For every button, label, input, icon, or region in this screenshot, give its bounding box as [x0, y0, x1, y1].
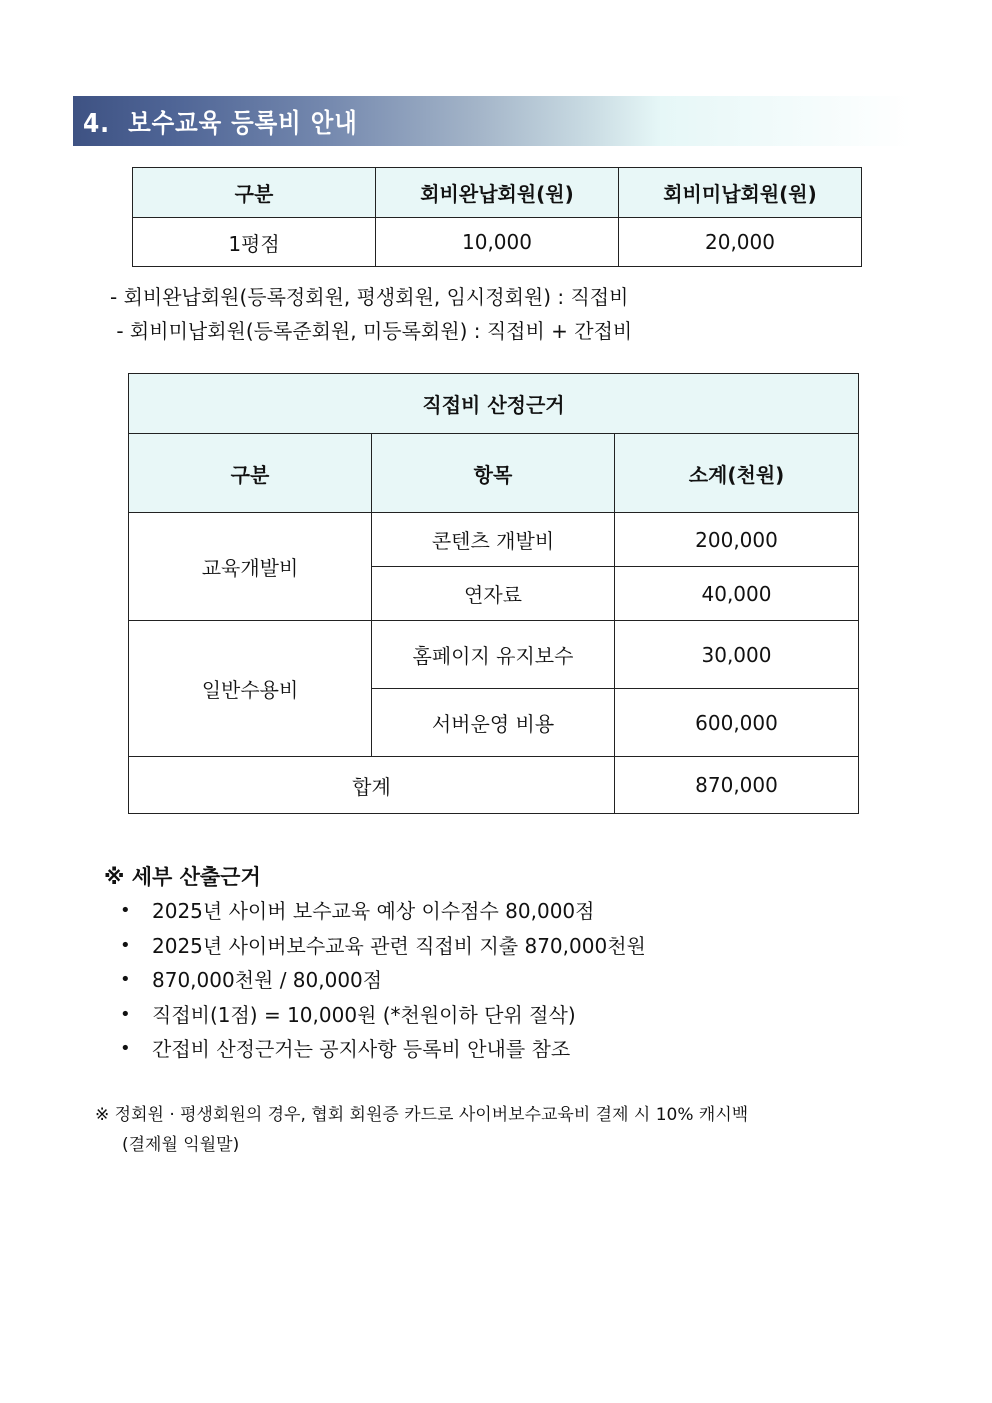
table-header-row: [133, 168, 862, 218]
detail-calculation-section: [104, 860, 646, 1067]
cell-item: 콘텐츠 개발비: [372, 513, 615, 567]
registration-fee-table: [132, 167, 862, 267]
list-item: [104, 1032, 646, 1067]
header-unpaid-member: 회비미납회원(원): [619, 168, 862, 218]
detail-title: ※ 세부 산출근거: [104, 865, 261, 889]
list-item: [104, 929, 646, 964]
cell-category: 일반수용비: [129, 621, 372, 757]
section-number: 4.: [83, 109, 110, 139]
cell-category: 교육개발비: [129, 513, 372, 621]
total-amount: 870,000: [615, 757, 859, 814]
section-title: [83, 103, 358, 140]
member-notes: [110, 280, 632, 348]
cell-unpaid-fee: 20,000: [619, 218, 862, 267]
direct-cost-basis-table: [128, 373, 859, 814]
list-item-text: 직접비(1점) = 10,000원 (*천원이하 단위 절삭): [152, 1002, 576, 1027]
list-item-text: 2025년 사이버 보수교육 예상 이수점수 80,000점: [152, 899, 595, 923]
bullet-icon: •: [120, 900, 131, 921]
list-item-text: 870,000천원 / 80,000점: [152, 968, 383, 992]
header-item: 항목: [372, 434, 615, 513]
cell-amount: 200,000: [615, 513, 859, 567]
cell-item: 연자료: [372, 567, 615, 621]
cell-amount: 30,000: [615, 621, 859, 689]
bullet-icon: •: [120, 1003, 131, 1025]
list-item: [104, 963, 646, 998]
table-header-row: [129, 434, 859, 513]
cell-item: 서버운영 비용: [372, 689, 615, 757]
footnote-line-1: ※ 정회원 · 평생회원의 경우, 협회 회원증 카드로 사이버보수교육비 결제 시 10% 캐시백: [95, 1105, 749, 1125]
bullet-icon: •: [120, 969, 131, 990]
list-item-text: 2025년 사이버보수교육 관련 직접비 지출 870,000천원: [152, 933, 646, 958]
note-paid-member: - 회비완납회원(등록정회원, 평생회원, 임시정회원) : 직접비: [110, 285, 629, 309]
cell-amount: 40,000: [615, 567, 859, 621]
section-title-text: 보수교육 등록비 안내: [128, 109, 358, 139]
cell-item: 홈페이지 유지보수: [372, 621, 615, 689]
list-item: [104, 998, 646, 1033]
list-item-text: 간접비 산정근거는 공지사항 등록비 안내를 참조: [152, 1037, 571, 1061]
cashback-footnote: [95, 1100, 748, 1160]
cell-paid-fee: 10,000: [376, 218, 619, 267]
cell-unit: 1평점: [133, 218, 376, 267]
table-title-row: [129, 374, 859, 434]
header-paid-member: 회비완납회원(원): [376, 168, 619, 218]
footnote-line-2: (결제월 익월말): [122, 1135, 240, 1155]
detail-list: [104, 894, 646, 1067]
header-category: 구분: [133, 168, 376, 218]
header-category: 구분: [129, 434, 372, 513]
table-row: [129, 513, 859, 567]
table-total-row: [129, 757, 859, 814]
table-row: [129, 621, 859, 689]
header-subtotal: 소계(천원): [615, 434, 859, 513]
list-item: [104, 894, 646, 929]
total-label: 합계: [129, 757, 615, 814]
bullet-icon: •: [120, 1038, 131, 1059]
table-row: [133, 218, 862, 267]
section-header-banner: [73, 96, 913, 146]
note-unpaid-member: - 회비미납회원(등록준회원, 미등록회원) : 직접비 + 간접비: [110, 319, 633, 343]
table-title: 직접비 산정근거: [129, 374, 859, 434]
cell-amount: 600,000: [615, 689, 859, 757]
bullet-icon: •: [120, 934, 131, 956]
